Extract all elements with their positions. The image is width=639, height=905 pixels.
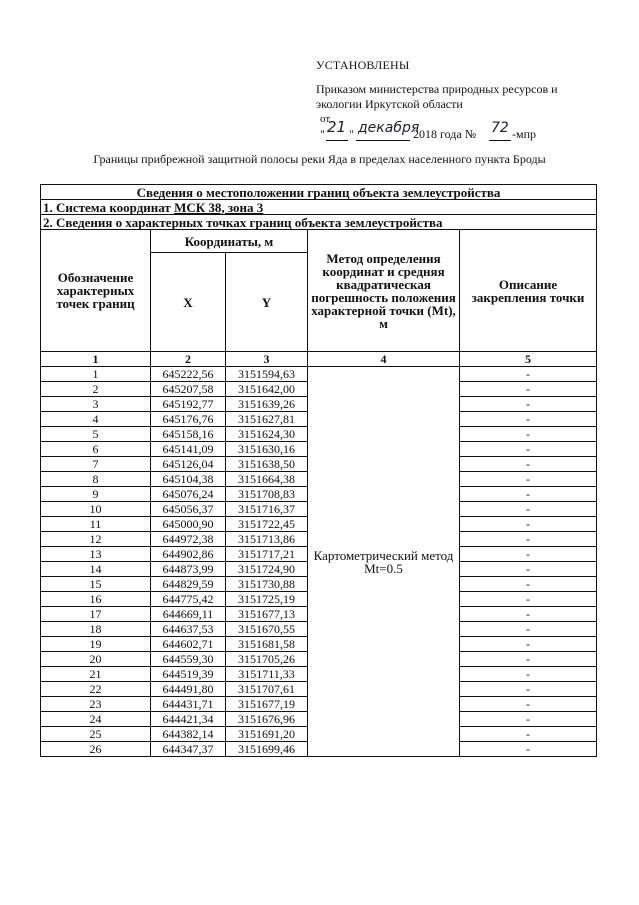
- point-description: -: [460, 577, 597, 592]
- col-x-header: X: [151, 253, 226, 352]
- coord-x: 645141,09: [151, 442, 226, 457]
- point-description: -: [460, 397, 597, 412]
- coordinate-system-row: [41, 200, 597, 215]
- col-y-header: Y: [226, 253, 308, 352]
- coordinate-system-value: МСК 38, зона 3: [174, 199, 264, 215]
- point-number: 2: [41, 382, 151, 397]
- point-description: -: [460, 742, 597, 757]
- point-description: -: [460, 502, 597, 517]
- point-number: 5: [41, 427, 151, 442]
- point-description: -: [460, 427, 597, 442]
- coord-y: 3151670,55: [226, 622, 308, 637]
- coord-x: 644491,80: [151, 682, 226, 697]
- coord-x: 645000,90: [151, 517, 226, 532]
- coord-x: 644382,14: [151, 727, 226, 742]
- coord-x: 645104,38: [151, 472, 226, 487]
- day-underline: [326, 140, 348, 141]
- point-description: -: [460, 412, 597, 427]
- point-description: -: [460, 637, 597, 652]
- coord-y: 3151717,21: [226, 547, 308, 562]
- point-number: 9: [41, 487, 151, 502]
- coord-y: 3151627,81: [226, 412, 308, 427]
- point-number: 22: [41, 682, 151, 697]
- coord-y: 3151638,50: [226, 457, 308, 472]
- point-number: 20: [41, 652, 151, 667]
- coord-x: 644347,37: [151, 742, 226, 757]
- column-number: 3: [226, 352, 308, 367]
- coord-x: 645192,77: [151, 397, 226, 412]
- point-description: -: [460, 487, 597, 502]
- coord-y: 3151594,63: [226, 367, 308, 382]
- handwritten-month: декабря: [358, 120, 420, 136]
- point-description: -: [460, 682, 597, 697]
- point-number: 12: [41, 532, 151, 547]
- point-description: -: [460, 622, 597, 637]
- handwritten-order-number: 72: [491, 120, 509, 136]
- coord-y: 3151676,96: [226, 712, 308, 727]
- point-description: -: [460, 472, 597, 487]
- section-title: Сведения о местоположении границ объекта землеустройства: [41, 185, 597, 200]
- coord-x: 645056,37: [151, 502, 226, 517]
- point-description: -: [460, 667, 597, 682]
- coord-x: 644602,71: [151, 637, 226, 652]
- coord-x: 645222,56: [151, 367, 226, 382]
- date-prefix: от: [320, 113, 331, 125]
- point-number: 10: [41, 502, 151, 517]
- order-line-1: Приказом министерства природных ресурсов и: [316, 82, 558, 96]
- quote-close: ": [349, 127, 354, 141]
- point-number: 11: [41, 517, 151, 532]
- coord-y: 3151722,45: [226, 517, 308, 532]
- point-description: -: [460, 652, 597, 667]
- coord-x: 645076,24: [151, 487, 226, 502]
- points-section-title: 2. Сведения о характерных точках границ объекта землеустройства: [41, 215, 597, 230]
- point-description: -: [460, 562, 597, 577]
- point-number: 1: [41, 367, 151, 382]
- coord-y: 3151711,33: [226, 667, 308, 682]
- coord-x: 644775,42: [151, 592, 226, 607]
- coord-x: 644829,59: [151, 577, 226, 592]
- point-description: -: [460, 367, 597, 382]
- column-numbers-row: [41, 352, 597, 367]
- coord-y: 3151707,61: [226, 682, 308, 697]
- col-designation-header: Обозначение характерных точек границ: [41, 230, 151, 352]
- point-description: -: [460, 442, 597, 457]
- coord-y: 3151677,13: [226, 607, 308, 622]
- point-number: 23: [41, 697, 151, 712]
- coord-x: 644431,71: [151, 697, 226, 712]
- point-number: 8: [41, 472, 151, 487]
- coord-y: 3151705,26: [226, 652, 308, 667]
- coord-y: 3151681,58: [226, 637, 308, 652]
- point-number: 4: [41, 412, 151, 427]
- column-number: 1: [41, 352, 151, 367]
- point-number: 25: [41, 727, 151, 742]
- approval-header: [316, 58, 616, 143]
- coord-x: 645158,16: [151, 427, 226, 442]
- coord-y: 3151713,86: [226, 532, 308, 547]
- point-description: -: [460, 547, 597, 562]
- quote-open: ": [320, 127, 325, 141]
- point-description: -: [460, 382, 597, 397]
- point-description: -: [460, 532, 597, 547]
- order-suffix: -мпр: [512, 127, 537, 141]
- point-description: -: [460, 712, 597, 727]
- coord-x: 645126,04: [151, 457, 226, 472]
- coord-y: 3151730,88: [226, 577, 308, 592]
- method-value: Картометрический метод Mt=0.5: [308, 367, 460, 757]
- point-description: -: [460, 517, 597, 532]
- boundary-points-table: [40, 184, 597, 757]
- coord-x: 644421,34: [151, 712, 226, 727]
- point-description: -: [460, 727, 597, 742]
- point-number: 14: [41, 562, 151, 577]
- col-description-header: Описание закрепления точки: [460, 230, 597, 352]
- coord-y: 3151624,30: [226, 427, 308, 442]
- coord-x: 644972,38: [151, 532, 226, 547]
- col-method-header: Метод определения координат и средняя квадратическая погрешность положения характерной точки (Mt), м: [308, 230, 460, 352]
- coord-y: 3151724,90: [226, 562, 308, 577]
- coord-x: 644669,11: [151, 607, 226, 622]
- coord-x: 644902,86: [151, 547, 226, 562]
- coord-y: 3151708,83: [226, 487, 308, 502]
- coord-x: 644637,53: [151, 622, 226, 637]
- coord-x: 645207,58: [151, 382, 226, 397]
- point-number: 26: [41, 742, 151, 757]
- document-subtitle: Границы прибрежной защитной полосы реки Яда в пределах населенного пункта Броды: [93, 152, 546, 166]
- coord-y: 3151677,19: [226, 697, 308, 712]
- col-coordinates-header: Координаты, м: [151, 230, 308, 253]
- coord-y: 3151691,20: [226, 727, 308, 742]
- column-number: 2: [151, 352, 226, 367]
- point-description: -: [460, 457, 597, 472]
- coord-x: 644519,39: [151, 667, 226, 682]
- point-description: -: [460, 697, 597, 712]
- column-number: 5: [460, 352, 597, 367]
- order-year: 2018 года №: [413, 127, 477, 141]
- column-number: 4: [308, 352, 460, 367]
- coordinate-system-label: 1. Система координат: [43, 199, 171, 215]
- point-number: 3: [41, 397, 151, 412]
- coord-y: 3151664,38: [226, 472, 308, 487]
- point-number: 15: [41, 577, 151, 592]
- month-underline: [356, 140, 410, 141]
- point-description: -: [460, 607, 597, 622]
- handwritten-day: 21: [327, 118, 347, 136]
- point-number: 7: [41, 457, 151, 472]
- coord-x: 644873,99: [151, 562, 226, 577]
- point-number: 18: [41, 622, 151, 637]
- coord-x: 644559,30: [151, 652, 226, 667]
- point-description: -: [460, 592, 597, 607]
- point-number: 16: [41, 592, 151, 607]
- coord-y: 3151630,16: [226, 442, 308, 457]
- point-number: 13: [41, 547, 151, 562]
- point-number: 17: [41, 607, 151, 622]
- coord-y: 3151642,00: [226, 382, 308, 397]
- point-number: 19: [41, 637, 151, 652]
- coord-y: 3151639,26: [226, 397, 308, 412]
- point-number: 6: [41, 442, 151, 457]
- coord-y: 3151699,46: [226, 742, 308, 757]
- coord-x: 645176,76: [151, 412, 226, 427]
- approval-title: УСТАНОВЛЕНЫ: [316, 58, 410, 72]
- point-number: 21: [41, 667, 151, 682]
- coord-y: 3151716,37: [226, 502, 308, 517]
- coord-y: 3151725,19: [226, 592, 308, 607]
- point-number: 24: [41, 712, 151, 727]
- order-line-2: экологии Иркутской области: [316, 97, 463, 111]
- table-row: [41, 367, 597, 382]
- number-underline: [489, 140, 511, 141]
